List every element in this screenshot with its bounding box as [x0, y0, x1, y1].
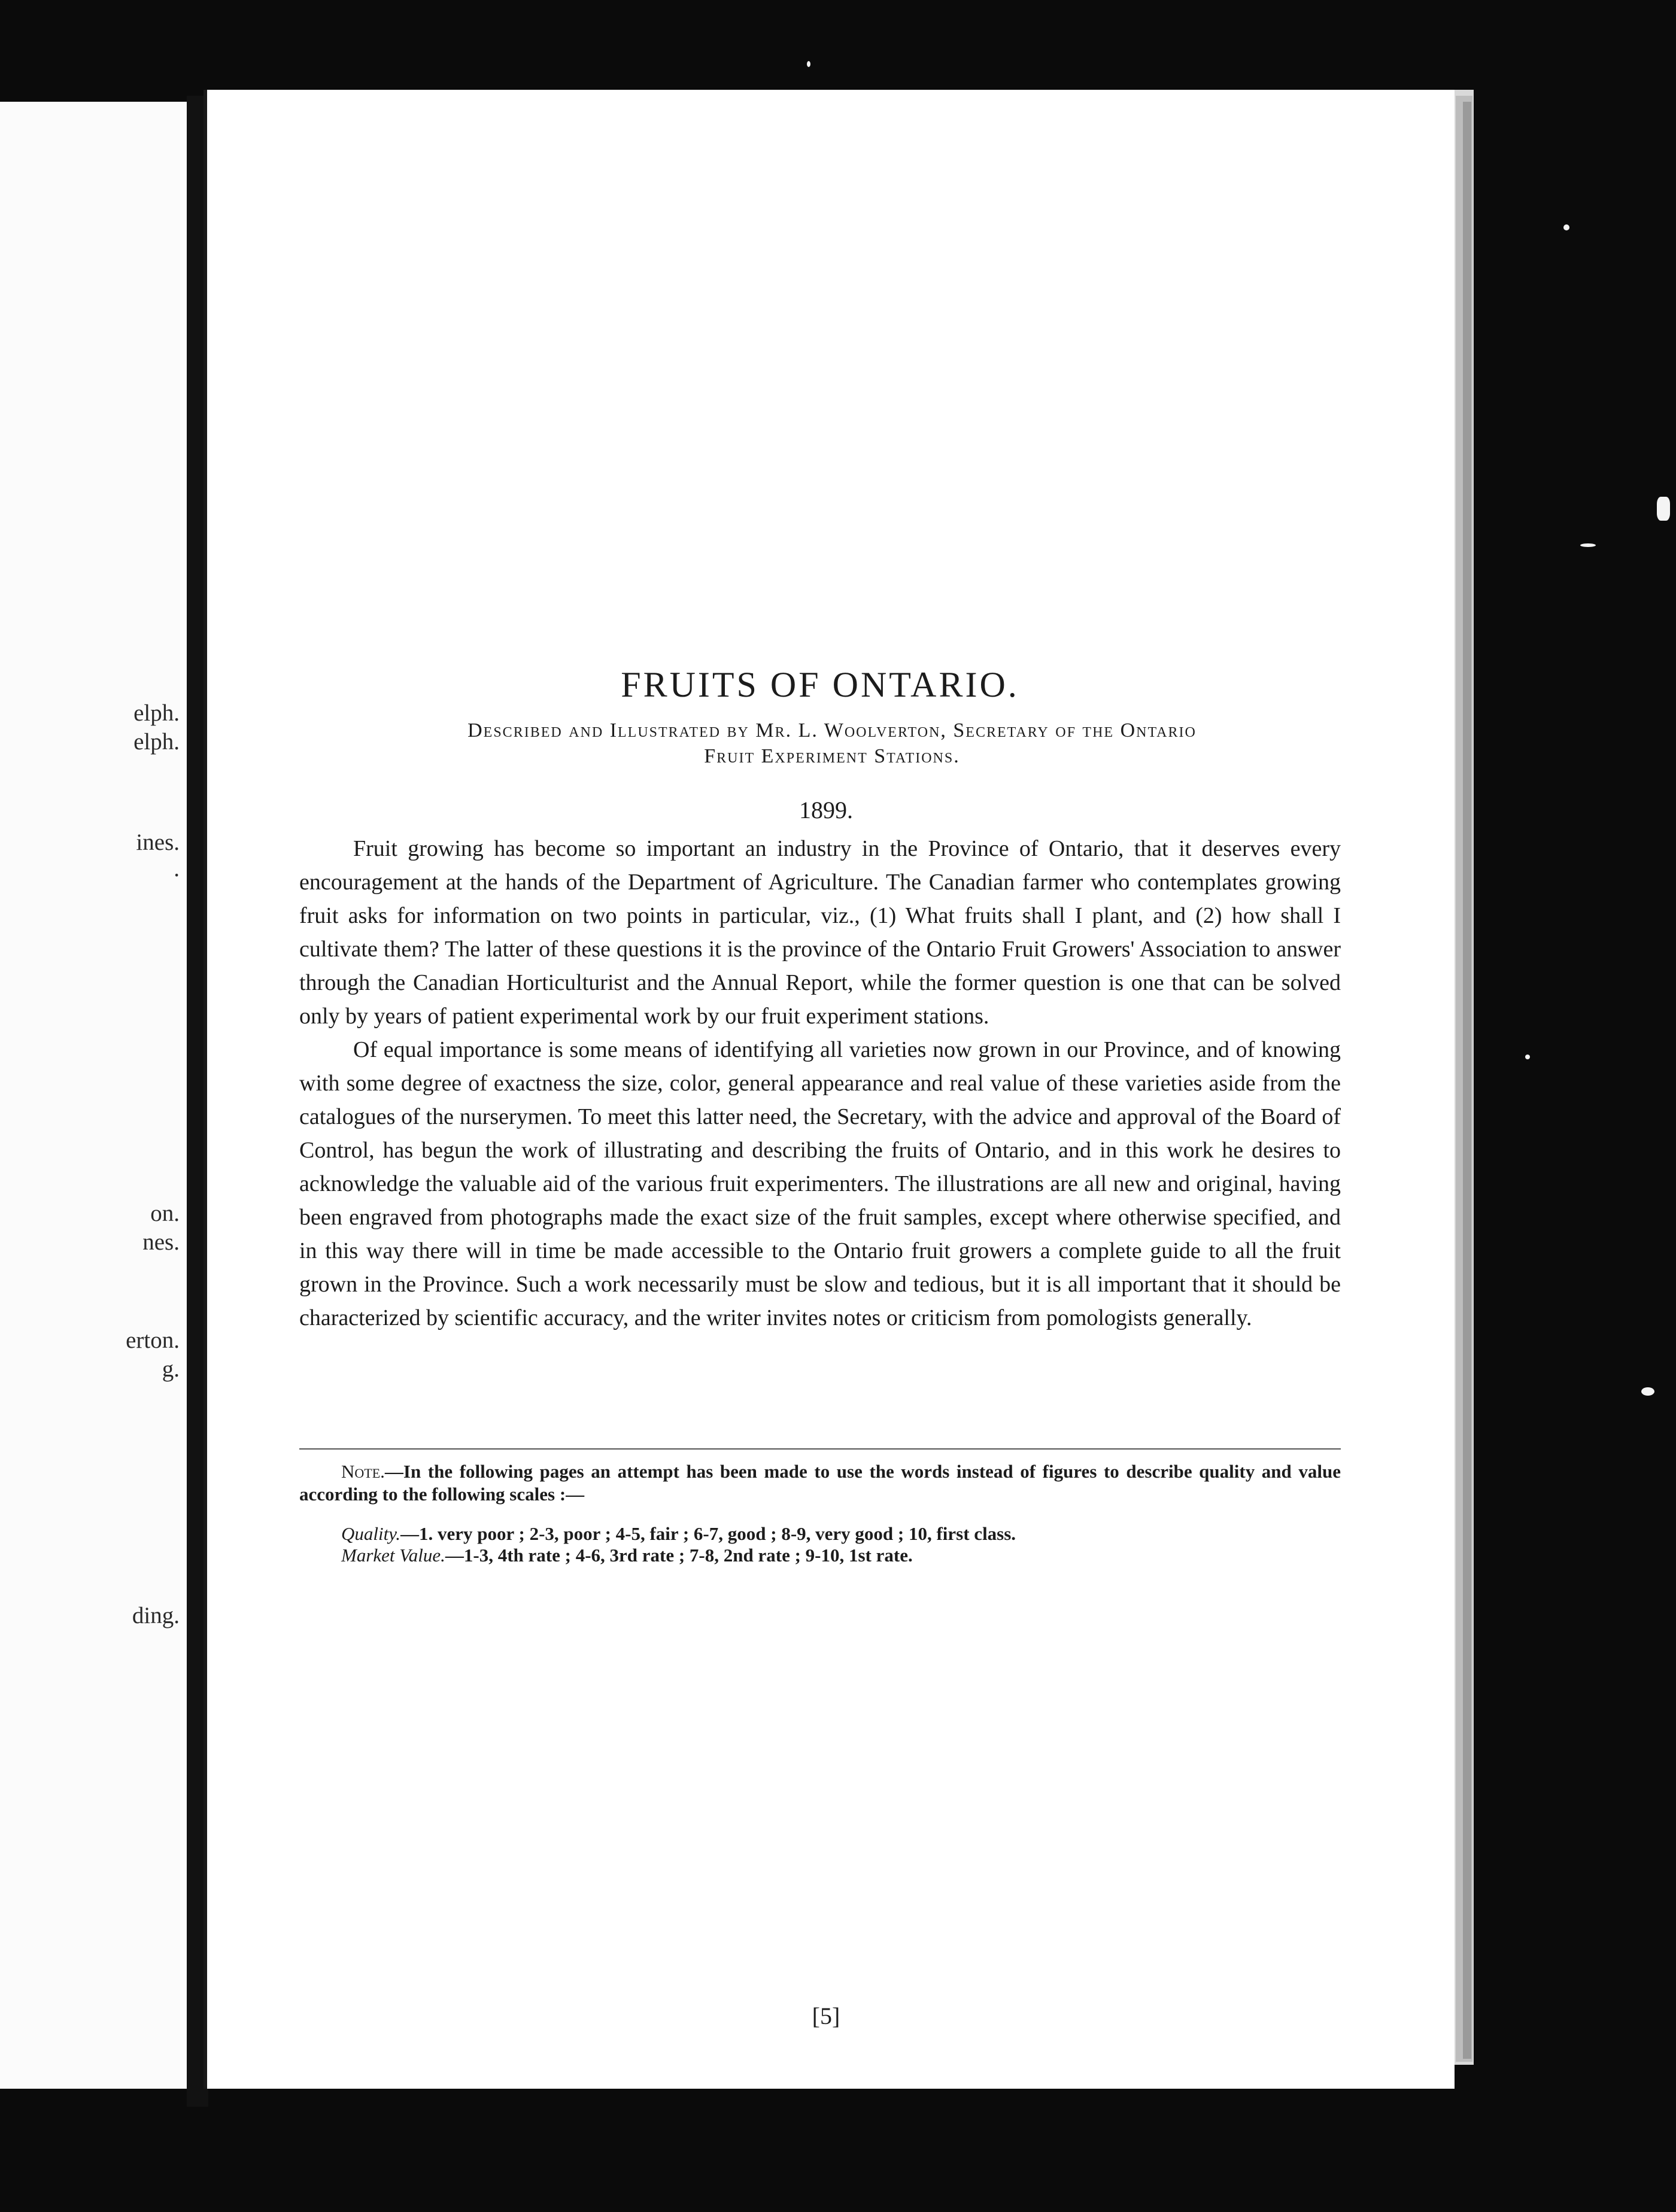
scan-speck — [1580, 543, 1596, 547]
footnote — [299, 1460, 1341, 1506]
scan-speck — [1525, 1055, 1530, 1059]
footnote-text: —In the following pages an attempt has been made to use the words instead of figures to describe quality and value according to the following scales :— — [299, 1461, 1341, 1505]
page-edges — [1463, 102, 1471, 2059]
paragraph: Fruit growing has become so important an industry in the Province of Ontario, that it deserves every encouragement at the hands of the Department of Agriculture. The Canadian farmer who contemplates growing fruit asks for information on two points in particular, viz., (1) What fruits shall I plant, and (2) how shall I cultivate them? The latter of these questions it is the province of the Ontario Fruit Growers' Association to answer through the Canadian Horticulturist and the Annual Report, while the former question is one that can be solved only by years of patient experimental work by our fruit experiment stations. — [299, 836, 1341, 1029]
left-fragment: elph. — [133, 729, 180, 755]
quality-label: Quality. — [341, 1523, 401, 1544]
left-fragment: g. — [162, 1356, 180, 1382]
market-value-text: —1-3, 4th rate ; 4-6, 3rd rate ; 7-8, 2nd rate ; 9-10, 1st rate. — [445, 1545, 913, 1566]
scan-speck — [1641, 1387, 1654, 1396]
left-fragment: ines. — [136, 830, 180, 855]
publication-year: 1899. — [799, 797, 853, 824]
left-fragment: on. — [150, 1201, 180, 1226]
page-title: FRUITS OF ONTARIO. — [621, 665, 1019, 704]
market-value-scale — [341, 1545, 1341, 1566]
footnote-lead: Note. — [341, 1461, 385, 1482]
rating-scales — [341, 1523, 1341, 1566]
left-fragment: nes. — [142, 1229, 180, 1255]
left-fragment: elph. — [133, 700, 180, 726]
scan-speck — [807, 61, 810, 67]
scan-speck — [1563, 224, 1569, 230]
page-number: [5] — [812, 2003, 840, 2029]
main-page — [204, 90, 1455, 2089]
market-value-label: Market Value. — [341, 1545, 445, 1566]
footnote-paragraph — [299, 1460, 1341, 1506]
divider-rule — [299, 1448, 1341, 1450]
left-fragment: erton. — [126, 1327, 180, 1353]
quality-text: —1. very poor ; 2-3, poor ; 4-5, fair ; 6-7, good ; 8-9, very good ; 10, first class. — [400, 1523, 1016, 1544]
scan-speck — [1657, 497, 1670, 521]
byline-line: Described and Illustrated by Mr. L. Woolverton, Secretary of the Ontario — [467, 719, 1197, 742]
left-fragment: ding. — [132, 1603, 180, 1628]
byline-line: Fruit Experiment Stations. — [704, 745, 960, 767]
left-fragment: . — [174, 856, 180, 882]
left-facing-page — [0, 102, 190, 2089]
byline — [323, 718, 1341, 769]
quality-scale — [341, 1523, 1341, 1545]
body-text — [299, 832, 1341, 1335]
paragraph: Of equal importance is some means of identifying all varieties now grown in our Province, and of knowing with some degree of exactness the size, color, general appearance and real value of these varieties aside from the catalogues of the nurserymen. To meet this latter need, the Secretary, with the advice and approval of the Board of Control, has begun the work of illustrating and describing the fruits of Ontario, and in this work he desires to acknowledge the valuable aid of the various fruit experimenters. The illustrations are all new and original, having been engraved from photographs made the exact size of the fruit samples, except where otherwise specified, and in this way there will in time be made accessible to the Ontario fruit growers a complete guide to all the fruit grown in the Province. Such a work necessarily must be slow and tedious, but it is all important that it should be characterized by scientific accuracy, and the writer invites notes or criticism from pomologists generally. — [299, 1037, 1341, 1330]
